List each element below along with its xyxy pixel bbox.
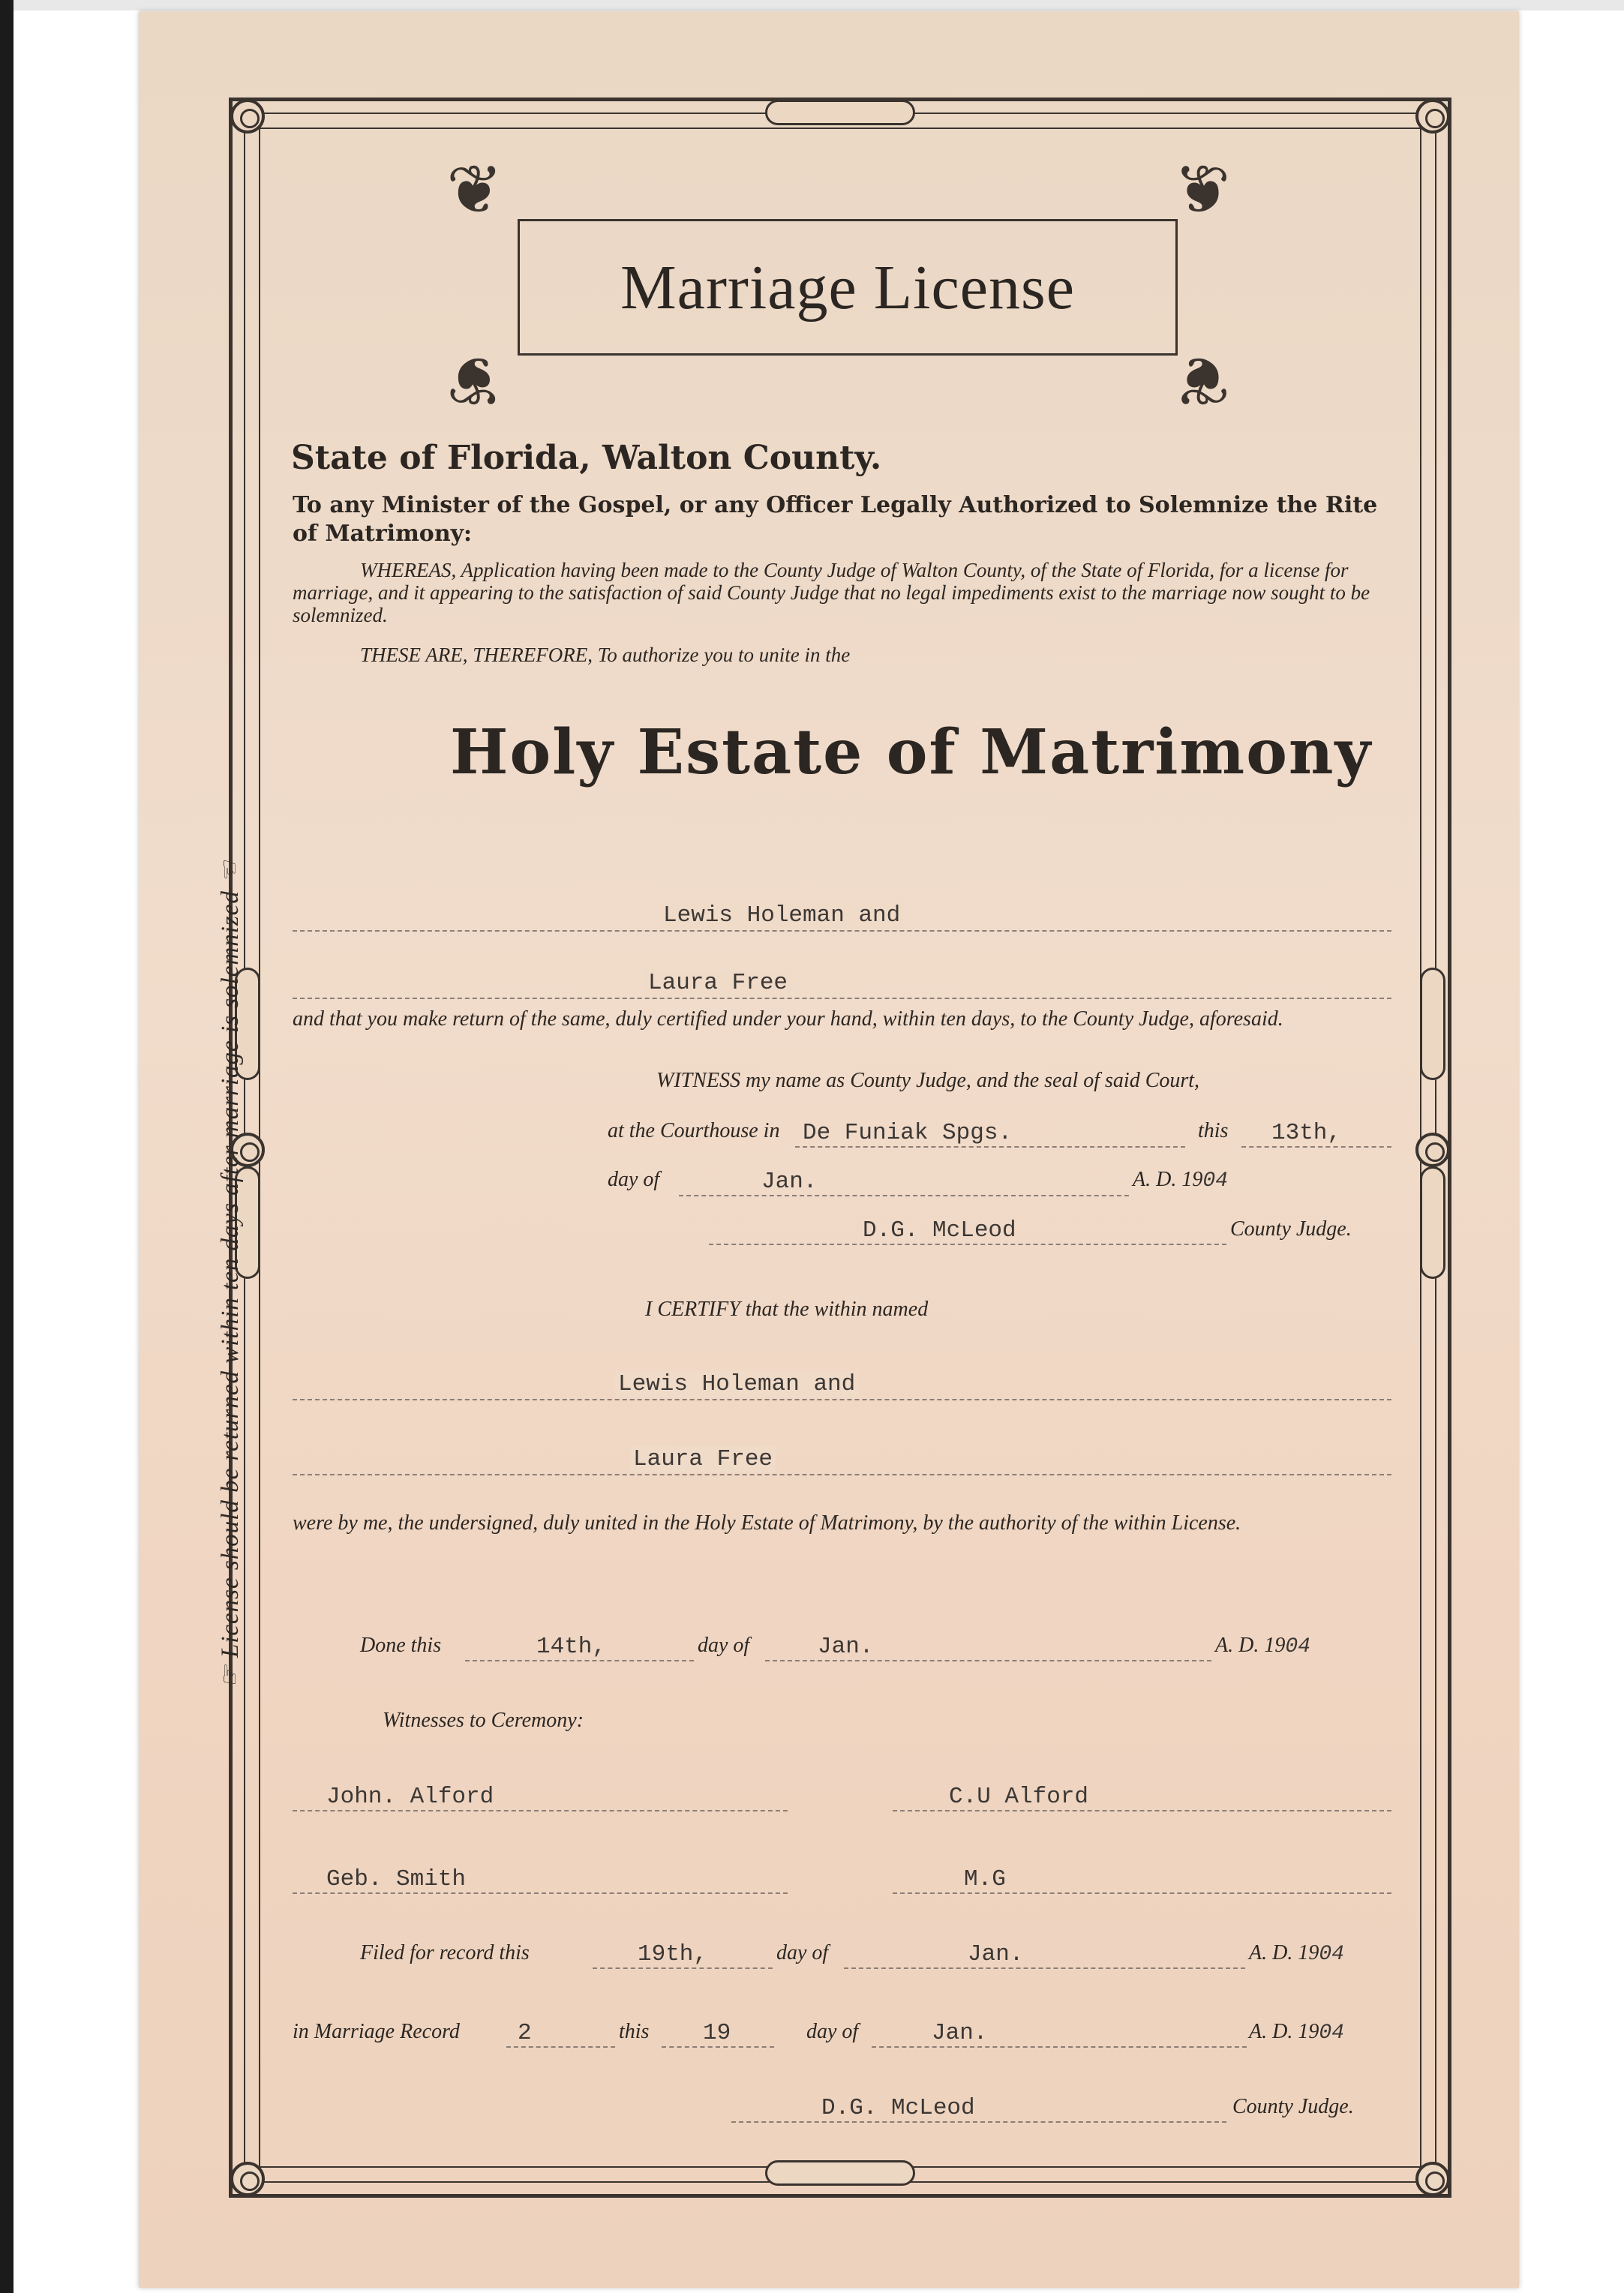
corner-ornament-icon xyxy=(230,99,265,134)
license-bride-entry: Laura Free xyxy=(645,970,791,996)
filed-value: 19th, xyxy=(638,1941,708,1967)
ad-value: 04 xyxy=(1202,1169,1228,1193)
flourish-icon: ❦ xyxy=(1174,154,1231,228)
cert-day-of-line xyxy=(765,1631,1211,1661)
license-bride-line xyxy=(293,968,1391,999)
filed-label: Filed for record this xyxy=(360,1941,530,1964)
judge-signature-line xyxy=(709,1215,1226,1245)
day-of-label: day of xyxy=(608,1168,660,1191)
cert-groom-entry: Lewis Holeman and xyxy=(615,1371,858,1397)
filed-line xyxy=(593,1939,773,1969)
ad-label: A. D. 1904 xyxy=(1133,1168,1228,1193)
corner-ornament-icon xyxy=(1415,2162,1450,2196)
final-judge-name: D.G. McLeod xyxy=(821,2095,975,2121)
record-this-line xyxy=(662,2018,774,2048)
address-line: To any Minister of the Gospel, or any Officer Legally Authorized to Solemnize the Rite of Matrimony: xyxy=(293,492,1378,547)
filed-ad-label: A. D. 1904 xyxy=(1249,1941,1344,1966)
officiant-line xyxy=(893,1781,1391,1811)
cert-groom-line xyxy=(293,1369,1391,1400)
record-ad-value: 04 xyxy=(1319,2021,1344,2045)
state-heading: State of Florida, Walton County. xyxy=(291,439,882,477)
record-this-label: this xyxy=(619,2020,650,2043)
this-line xyxy=(1241,1118,1391,1148)
done-value: 14th, xyxy=(536,1634,607,1660)
officiant-title: M.G xyxy=(964,1866,1006,1892)
officiant-name: C.U Alford xyxy=(949,1784,1089,1810)
title-box xyxy=(518,219,1178,356)
marriage-record-value: 2 xyxy=(518,2020,532,2046)
certify-text: I CERTIFY that the within named xyxy=(645,1298,929,1321)
side-note: ☞ License should be returned within ten days after marriage is solemnized ☜ xyxy=(217,860,244,1688)
courthouse-value: De Funiak Spgs. xyxy=(803,1120,1013,1146)
cert-day-of-value: Jan. xyxy=(818,1634,874,1660)
final-judge-line xyxy=(731,2093,1226,2123)
side-ornament-icon xyxy=(1415,1133,1450,1167)
witnesses-label: Witnesses to Ceremony: xyxy=(383,1709,584,1732)
marriage-record-line xyxy=(506,2018,615,2048)
bottom-scroll-ornament-icon xyxy=(765,2160,915,2186)
holy-estate-heading: Holy Estate of Matrimony xyxy=(450,716,1373,788)
cert-bride-entry: Laura Free xyxy=(630,1446,776,1472)
license-groom-entry: Lewis Holeman and xyxy=(660,902,903,929)
corner-ornament-icon xyxy=(1415,99,1450,134)
day-of-line xyxy=(679,1166,1129,1196)
witness-text: WITNESS my name as County Judge, and the seal of said Court, xyxy=(656,1069,1200,1092)
flourish-icon: ❦ xyxy=(1174,342,1231,416)
record-this-value: 19 xyxy=(703,2020,731,2046)
filed-day-of-value: Jan. xyxy=(968,1941,1024,1967)
judge-name: D.G. McLeod xyxy=(863,1217,1016,1244)
cert-ad-label: A. D. 1904 xyxy=(1215,1634,1310,1658)
done-line xyxy=(465,1631,694,1661)
courthouse-label: at the Courthouse in xyxy=(608,1119,780,1142)
cert-ad-value: 04 xyxy=(1285,1635,1310,1658)
license-groom-line xyxy=(293,900,1391,932)
cert-bride-line xyxy=(293,1444,1391,1475)
filed-ad-value: 04 xyxy=(1319,1943,1344,1966)
flourish-icon: ❦ xyxy=(446,342,503,416)
judge-label: County Judge. xyxy=(1230,1217,1352,1241)
record-ad-label: A. D. 1904 xyxy=(1249,2020,1344,2045)
cert-day-of-label: day of xyxy=(698,1634,750,1657)
scan-edge xyxy=(0,0,14,2293)
return-text: and that you make return of the same, duly certified under your hand, within ten days, to the County Judge, aforesaid. xyxy=(293,1007,1283,1031)
witness-2: Geb. Smith xyxy=(326,1866,467,1892)
filed-day-of-line xyxy=(844,1939,1245,1969)
page-title: Marriage License xyxy=(620,252,1075,323)
witness-1-line xyxy=(293,1781,788,1811)
border-frame-inner-2 xyxy=(259,128,1421,2168)
officiant-title-line xyxy=(893,1864,1391,1894)
these-are-line: THESE ARE, THEREFORE, To authorize you to unite in the xyxy=(360,644,851,666)
flourish-icon: ❦ xyxy=(446,154,503,228)
corner-ornament-icon xyxy=(230,2162,265,2196)
done-label: Done this xyxy=(360,1634,442,1657)
side-scroll-ornament-icon xyxy=(1420,1166,1445,1279)
filed-day-of-label: day of xyxy=(776,1941,829,1964)
record-day-of-value: Jan. xyxy=(932,2020,988,2046)
witness-1: John. Alford xyxy=(326,1784,494,1810)
marriage-record-label: in Marriage Record xyxy=(293,2020,460,2043)
whereas-paragraph: WHEREAS, Application having been made to the County Judge of Walton County, of the State of Florida, for a license for marriage, and it appearing to the satisfaction of said County Judge that no legal impediments exist to the marriage now sought to be solemnized. xyxy=(293,559,1370,626)
witness-2-line xyxy=(293,1864,788,1894)
side-scroll-ornament-icon xyxy=(1420,968,1445,1080)
record-day-of-label: day of xyxy=(806,2020,859,2043)
final-judge-label: County Judge. xyxy=(1232,2095,1354,2118)
courthouse-line xyxy=(795,1118,1185,1148)
this-label: this xyxy=(1198,1119,1229,1142)
united-text: were by me, the undersigned, duly united in the Holy Estate of Matrimony, by the authority of the within License. xyxy=(293,1511,1241,1535)
this-value: 13th, xyxy=(1271,1120,1342,1146)
record-day-of-line xyxy=(872,2018,1247,2048)
day-of-value: Jan. xyxy=(761,1169,818,1195)
top-scroll-ornament-icon xyxy=(765,100,915,125)
scan-top-edge xyxy=(14,0,1624,11)
